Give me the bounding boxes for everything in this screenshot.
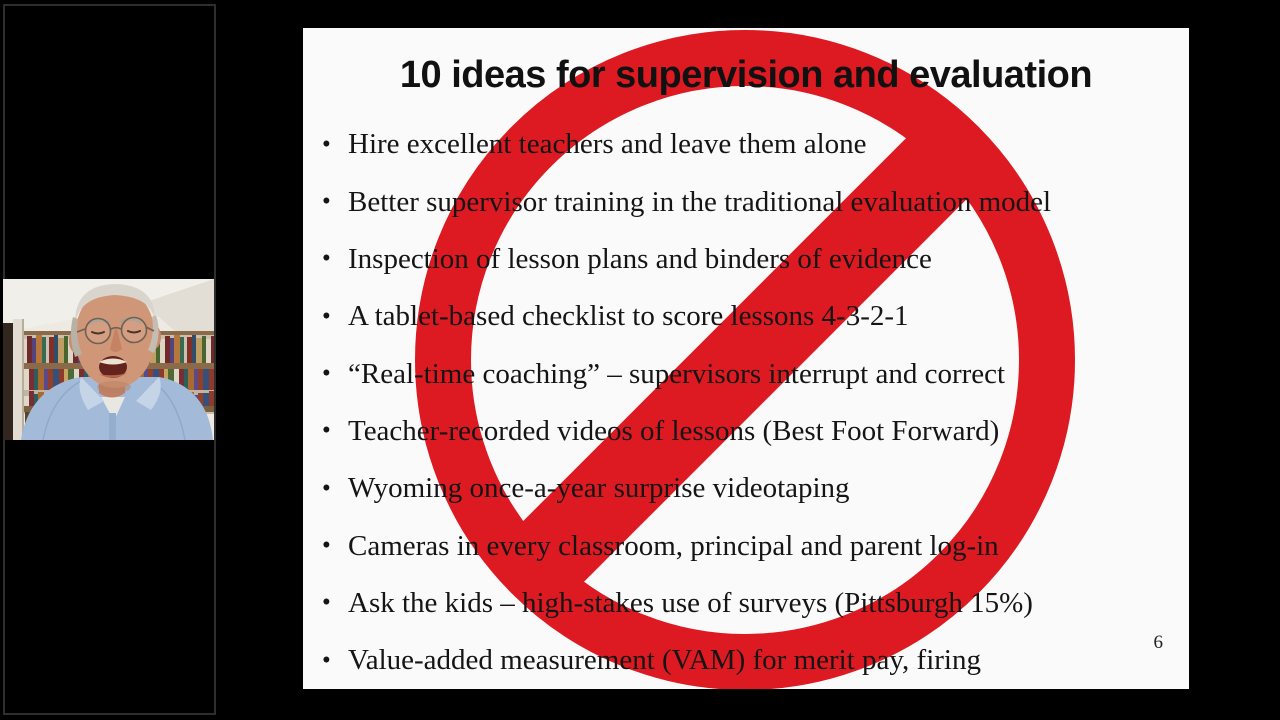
bullet-marker: • bbox=[322, 130, 331, 158]
bullet-item bbox=[322, 173, 1189, 230]
presentation-slide bbox=[303, 28, 1189, 689]
bullet-marker: • bbox=[322, 646, 331, 674]
bullet-item bbox=[322, 575, 1189, 632]
bullet-item bbox=[322, 632, 1189, 689]
bullet-marker: • bbox=[322, 589, 331, 617]
bullet-text: A tablet-based checklist to score lessons 4-3-2-1 bbox=[348, 300, 909, 333]
bullet-text: Hire excellent teachers and leave them alone bbox=[348, 128, 867, 161]
bullet-marker: • bbox=[322, 302, 331, 330]
bullet-item bbox=[322, 460, 1189, 517]
slide-title: 10 ideas for supervision and evaluation bbox=[399, 54, 1093, 96]
bullet-text: Cameras in every classroom, principal and parent log-in bbox=[348, 529, 999, 562]
bullet-item bbox=[322, 288, 1189, 345]
bullet-marker: • bbox=[322, 188, 331, 216]
doorway bbox=[3, 323, 13, 440]
bullet-marker: • bbox=[322, 474, 331, 502]
bullet-text: Better supervisor training in the traditional evaluation model bbox=[348, 185, 1052, 218]
bullet-marker: • bbox=[322, 417, 331, 445]
bullet-text: Wyoming once-a-year surprise videotaping bbox=[348, 472, 850, 505]
bullet-item bbox=[322, 116, 1189, 173]
bullet-text: Inspection of lesson plans and binders of evidence bbox=[348, 242, 932, 275]
page-number: 6 bbox=[1153, 632, 1163, 653]
bullet-item bbox=[322, 345, 1189, 402]
presenter-webcam-video bbox=[3, 279, 214, 440]
bullet-marker: • bbox=[322, 532, 331, 560]
bullet-text: “Real-time coaching” – supervisors interrupt and correct bbox=[348, 357, 1006, 390]
bullet-marker: • bbox=[322, 360, 331, 388]
bullet-item bbox=[322, 403, 1189, 460]
bullet-item bbox=[322, 517, 1189, 574]
door-frame-edge bbox=[22, 319, 24, 440]
bullet-text: Ask the kids – high-stakes use of surveys (Pittsburgh 15%) bbox=[348, 586, 1033, 619]
bullet-text: Teacher-recorded videos of lessons (Best Foot Forward) bbox=[348, 414, 1000, 447]
bullet-item bbox=[322, 231, 1189, 288]
bullet-text: Value-added measurement (VAM) for merit pay, firing bbox=[348, 644, 981, 677]
bullet-marker: • bbox=[322, 245, 331, 273]
bullet-list bbox=[303, 116, 1189, 689]
